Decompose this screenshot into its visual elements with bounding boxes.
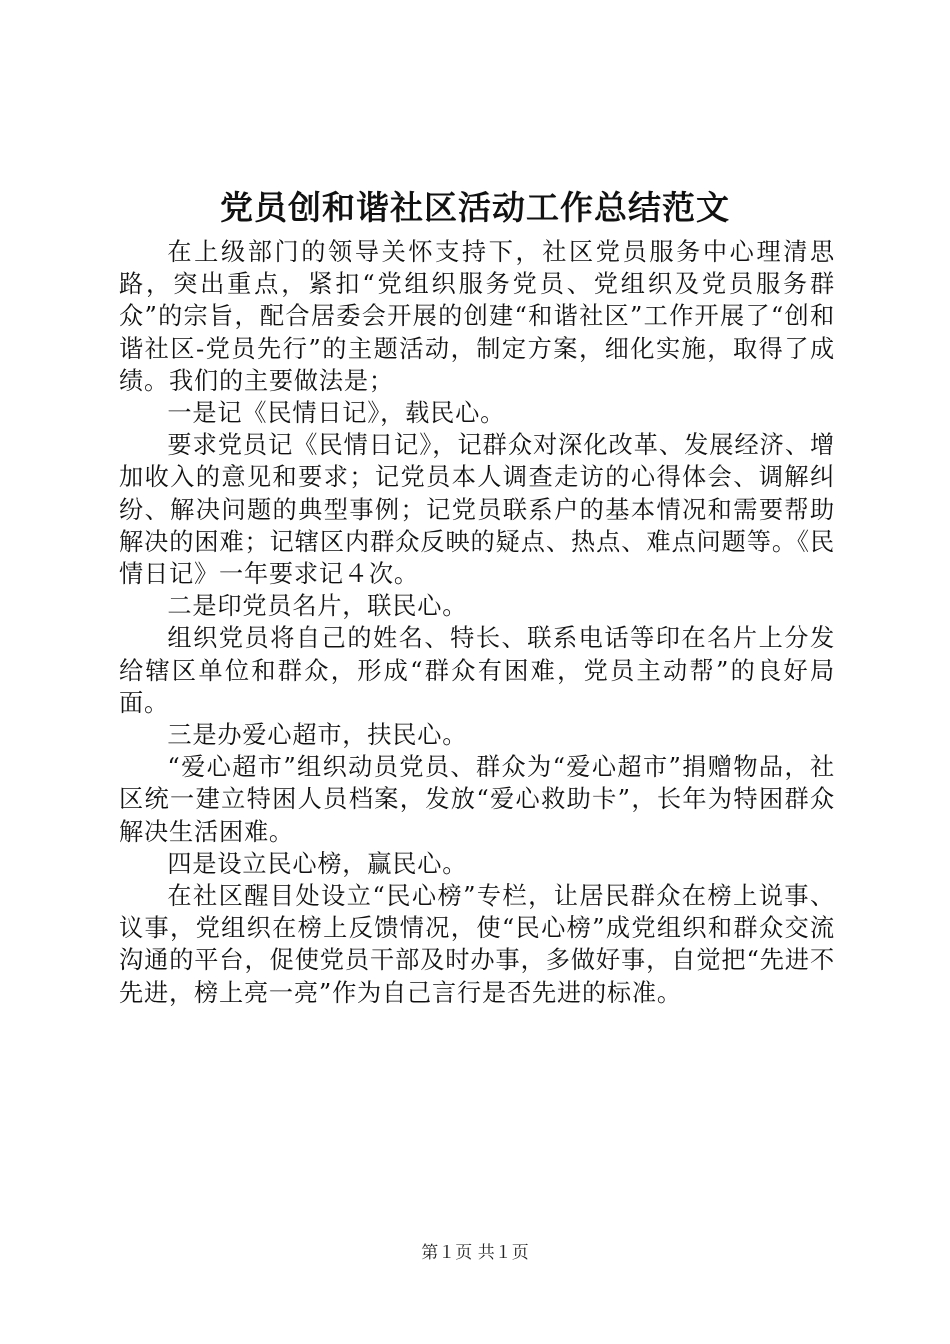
paragraph: 二是印党员名片，联民心。 [167, 592, 468, 621]
paragraph: 一是记《民情日记》，载民心。 [167, 399, 506, 428]
paragraph: 在社区醒目处设立“民心榜”专栏，让居民群众在榜上说事、议事，党组织在榜上反馈情况，使“民心榜”成党组织和群众交流沟通的平台，促使党员干部及时办事，多做好事，自觉把“先进不先进，榜上亮一亮”作为自己言行是否先进的标准。 [119, 882, 835, 1007]
paragraph: “爱心超市”组织动员党员、群众为“爱心超市”捐赠物品，社区统一建立特困人员档案，发放“爱心救助卡”，长年为特困群众解决生活困难。 [119, 753, 835, 846]
document-body [119, 236, 835, 1009]
paragraph: 要求党员记《民情日记》，记群众对深化改革、发展经济、增加收入的意见和要求；记党员本人调查走访的心得体会、调解纠纷、解决问题的典型事例；记党员联系户的基本情况和需要帮助解决的困难；记辖区内群众反映的疑点、热点、难点问题等。《民情日记》一年要求记４次。 [119, 431, 835, 589]
paragraph: 三是办爱心超市，扶民心。 [167, 721, 468, 750]
paragraph: 组织党员将自己的姓名、特长、联系电话等印在名片上分发给辖区单位和群众，形成“群众有困难，党员主动帮”的良好局面。 [119, 624, 835, 717]
page-number-footer: 第１页 共１页 [421, 1243, 529, 1263]
paragraph: 在上级部门的领导关怀支持下，社区党员服务中心理清思路，突出重点，紧扣“党组织服务党员、党组织及党员服务群众”的宗旨，配合居委会开展的创建“和谐社区”工作开展了“创和谐社区-党员先行”的主题活动，制定方案，细化实施，取得了成绩。我们的主要做法是； [119, 238, 835, 395]
document-title: 党员创和谐社区活动工作总结范文 [220, 188, 730, 227]
paragraph: 四是设立民心榜，赢民心。 [167, 849, 468, 878]
